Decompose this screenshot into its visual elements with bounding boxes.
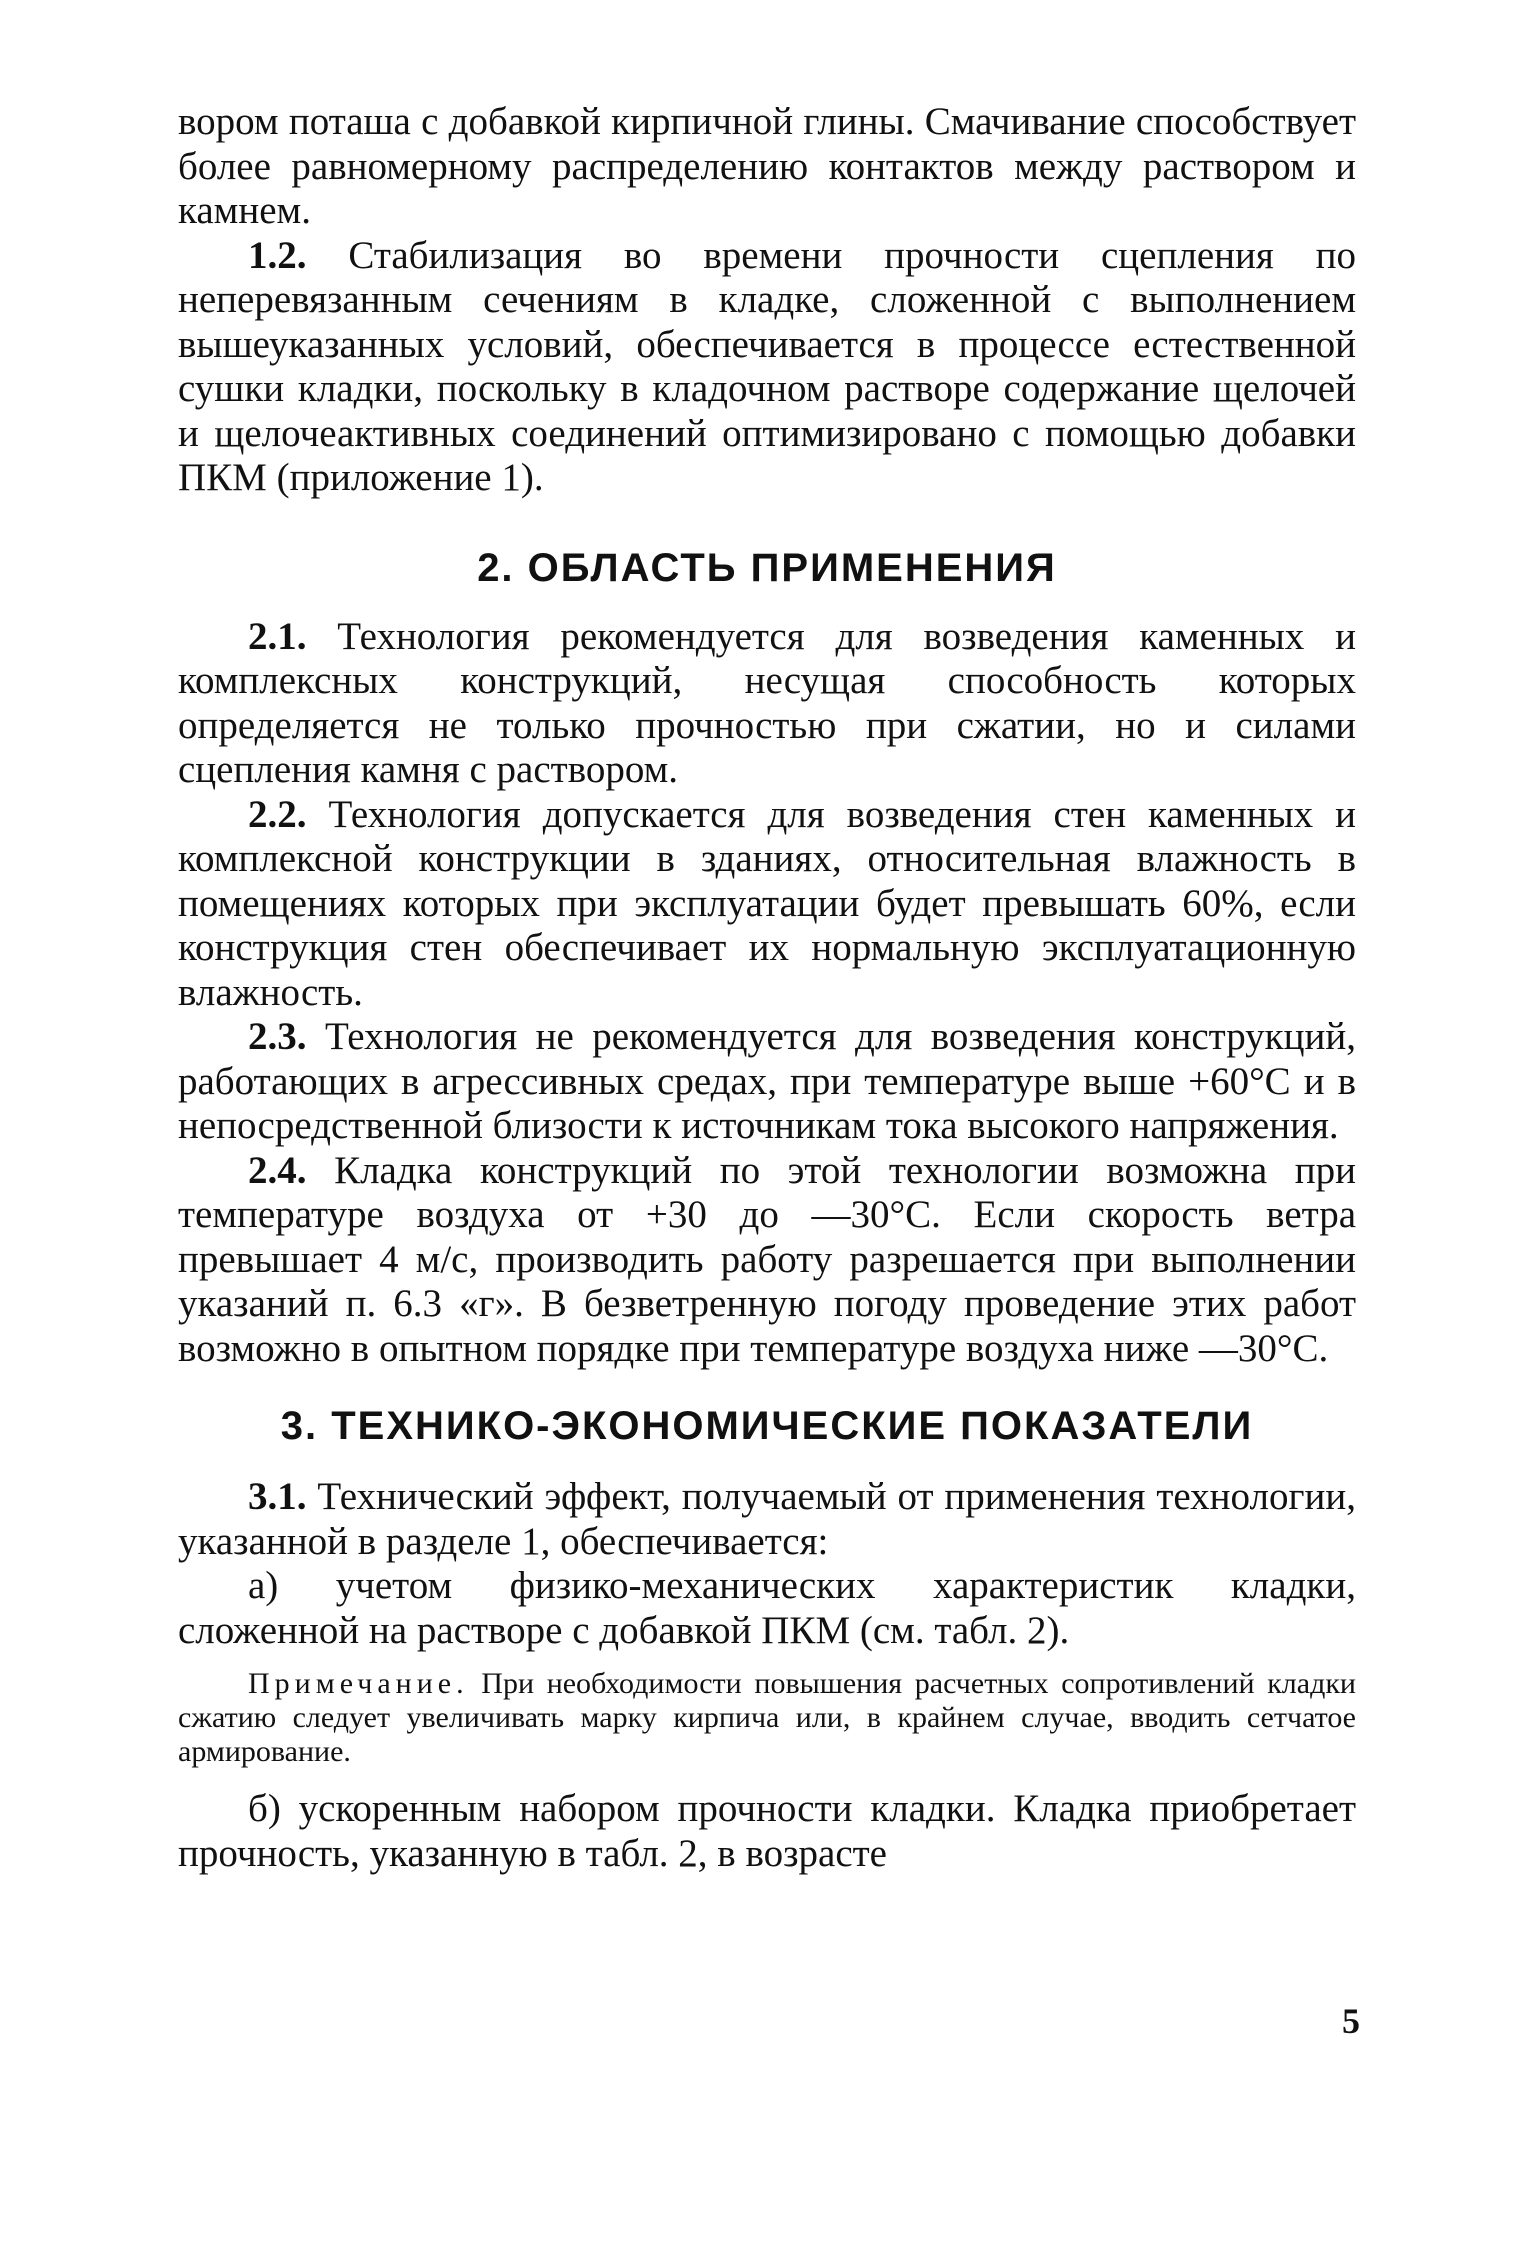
paragraph-2-1 (178, 615, 1356, 793)
paragraph-text: Технология допускается для возведения стен каменных и комплексной конструкции в зданиях, относительная влажность в помещениях которых при эксплуатации будет превышать 60%, если конструкция стен обеспечивает их нормальную эксплуатационную влажность. (178, 792, 1356, 1014)
paragraph-text: Технология не рекомендуется для возведения конструкций, работающих в агрессивных средах, при температуре выше +60°С и в непосредственной близости к источникам тока высокого напряжения. (178, 1015, 1356, 1147)
paragraph-number: 3.1. (248, 1475, 307, 1518)
paragraph-text: Кладка конструкций по этой технологии возможна при температуре воздуха от +30 до —30°С. Если скорость ветра превышает 4 м/с, производить работу разрешается при выполнении указаний п. 6.3 «г». В безветренную погоду проведение этих работ возможно в опытном порядке при температуре воздуха ниже —30°С. (178, 1148, 1356, 1370)
paragraph-3-1 (178, 1475, 1356, 1564)
page-number: 5 (1342, 2001, 1360, 2041)
note-label: Примечание. (248, 1667, 469, 1700)
page-content (178, 100, 1356, 1876)
paragraph-number: 1.2. (248, 233, 307, 277)
section-2-heading: 2. ОБЛАСТЬ ПРИМЕНЕНИЯ (477, 545, 1057, 590)
intro-paragraph: вором поташа с добавкой кирпичной глины. Смачивание способствует более равномерному распределению контактов между раствором и камнем. (178, 100, 1356, 232)
note-text: При необходимости повышения расчетных сопротивлений кладки сжатию следует увеличивать марку кирпича или, в крайнем случае, вводить сетчатое армирование. (178, 1667, 1356, 1768)
footnote (178, 1667, 1356, 1769)
paragraph-number: 2.3. (248, 1015, 307, 1058)
paragraph-number: 2.2. (248, 792, 307, 836)
paragraph-2-3 (178, 1015, 1356, 1149)
paragraph-2-2 (178, 793, 1356, 1016)
paragraph-text: Стабилизация во времени прочности сцепления по неперевязанным сечениям в кладке, сложенной с выполнением вышеуказанных условий, обеспечивается в процессе естественной сушки кладки, поскольку в кладочном растворе содержание щелочей и щелочеактивных соединений оптимизировано с помощью добавки ПКМ (приложение 1). (178, 233, 1356, 499)
paragraph-text: Технология рекомендуется для возведения каменных и комплексных конструкций, несущая способность которых определяется не только прочностью при сжатии, но и силами сцепления камня с раствором. (178, 614, 1356, 791)
list-item-a: а) учетом физико-механических характеристик кладки, сложенной на растворе с добавкой ПКМ (см. табл. 2). (178, 1564, 1356, 1652)
paragraph-number: 2.1. (248, 614, 307, 658)
paragraph-2-4 (178, 1149, 1356, 1372)
section-3-heading: 3. ТЕХНИКО-ЭКОНОМИЧЕСКИЕ ПОКАЗАТЕЛИ (280, 1404, 1254, 1448)
paragraph-number: 2.4. (248, 1148, 307, 1192)
list-item-b: б) ускоренным набором прочности кладки. Кладка приобретает прочность, указанную в табл. 2, в возрасте (178, 1787, 1356, 1875)
paragraph-text: Технический эффект, получаемый от применения технологии, указанной в разделе 1, обеспечивается: (178, 1475, 1356, 1563)
paragraph-1-2 (178, 234, 1356, 501)
